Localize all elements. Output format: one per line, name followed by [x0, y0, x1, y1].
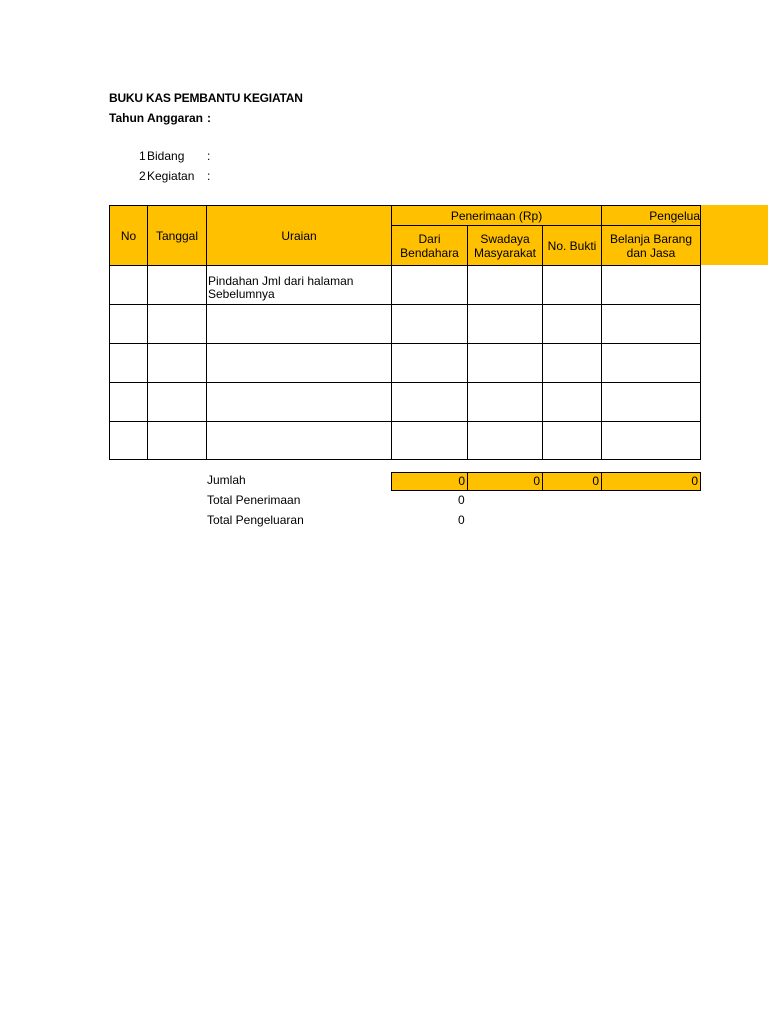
row-4-tanggal[interactable]	[147, 382, 207, 422]
document-title: BUKU KAS PEMBANTU KEGIATAN	[109, 91, 303, 105]
field-bidang-label: Bidang	[147, 149, 185, 163]
jumlah-belanja: 0	[601, 472, 701, 491]
row-4-uraian[interactable]	[206, 382, 392, 422]
row-3-swadaya[interactable]	[467, 343, 543, 383]
row-1-no[interactable]	[109, 265, 148, 305]
row-1-dari[interactable]	[391, 265, 468, 305]
field-kegiatan-colon: :	[207, 169, 211, 183]
jumlah-label: Jumlah	[207, 473, 246, 487]
field-bidang-colon: :	[207, 149, 211, 163]
jumlah-bukti: 0	[542, 472, 602, 491]
field-kegiatan-label: Kegiatan	[147, 169, 195, 183]
total-penerimaan-label: Total Penerimaan	[207, 493, 301, 507]
row-5-bukti[interactable]	[542, 421, 602, 460]
total-pengeluaran-value: 0	[458, 513, 465, 527]
header-penerimaan: Penerimaan (Rp)	[391, 205, 602, 226]
row-5-tanggal[interactable]	[147, 421, 207, 460]
header-no: No	[109, 205, 148, 266]
row-5-uraian[interactable]	[206, 421, 392, 460]
row-2-no[interactable]	[109, 304, 148, 344]
header-overflow-band	[700, 205, 768, 265]
row-2-bukti[interactable]	[542, 304, 602, 344]
row-3-dari[interactable]	[391, 343, 468, 383]
row-2-belanja[interactable]	[601, 304, 701, 344]
row-1-swadaya[interactable]	[467, 265, 543, 305]
header-belanja: Belanja Barang dan Jasa	[601, 225, 701, 266]
jumlah-dari: 0	[391, 472, 468, 491]
header-uraian: Uraian	[206, 205, 392, 266]
header-pengeluaran: Pengelua	[601, 205, 701, 226]
row-3-belanja[interactable]	[601, 343, 701, 383]
row-4-no[interactable]	[109, 382, 148, 422]
row-3-bukti[interactable]	[542, 343, 602, 383]
row-5-swadaya[interactable]	[467, 421, 543, 460]
row-3-tanggal[interactable]	[147, 343, 207, 383]
row-1-tanggal[interactable]	[147, 265, 207, 305]
row-1-belanja[interactable]	[601, 265, 701, 305]
row-2-tanggal[interactable]	[147, 304, 207, 344]
row-4-dari[interactable]	[391, 382, 468, 422]
row-5-belanja[interactable]	[601, 421, 701, 460]
row-5-dari[interactable]	[391, 421, 468, 460]
field-kegiatan-num: 2	[139, 169, 146, 183]
row-1-uraian[interactable]: Pindahan Jml dari halaman Sebelumnya	[206, 265, 392, 305]
row-2-dari[interactable]	[391, 304, 468, 344]
row-4-bukti[interactable]	[542, 382, 602, 422]
year-colon: :	[207, 111, 211, 125]
jumlah-swadaya: 0	[467, 472, 543, 491]
row-1-bukti[interactable]	[542, 265, 602, 305]
row-2-uraian[interactable]	[206, 304, 392, 344]
row-5-no[interactable]	[109, 421, 148, 460]
header-tanggal: Tanggal	[147, 205, 207, 266]
row-3-uraian[interactable]	[206, 343, 392, 383]
row-4-belanja[interactable]	[601, 382, 701, 422]
total-pengeluaran-label: Total Pengeluaran	[207, 513, 304, 527]
total-penerimaan-value: 0	[458, 493, 465, 507]
header-no-bukti: No. Bukti	[542, 225, 602, 266]
row-4-swadaya[interactable]	[467, 382, 543, 422]
year-label: Tahun Anggaran	[109, 111, 203, 125]
row-3-no[interactable]	[109, 343, 148, 383]
header-dari-bendahara: Dari Bendahara	[391, 225, 468, 266]
field-bidang-num: 1	[139, 149, 146, 163]
row-2-swadaya[interactable]	[467, 304, 543, 344]
header-swadaya: Swadaya Masyarakat	[467, 225, 543, 266]
